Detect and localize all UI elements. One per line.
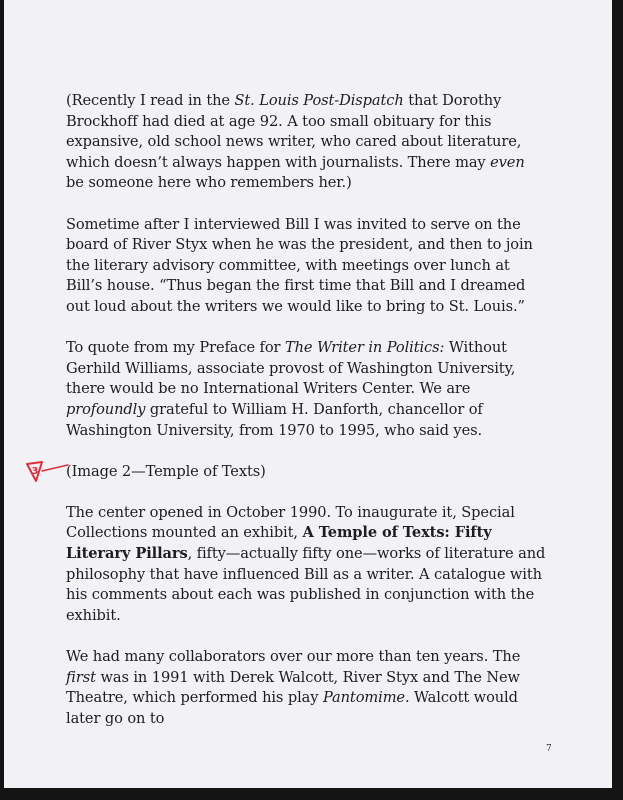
p5-emphasis: first (66, 668, 96, 686)
p4-text-b: , fifty—actually fifty one—works of literature and philosophy that have influenced Bill as a writer. A catalogue with his comments about each was published in conjunction with the exhibit. (66, 545, 546, 624)
page-number: 7 (546, 744, 552, 754)
document-sheet (4, 0, 612, 788)
p3-text-b: Without Gerhild Williams, associate provost of Washington University, there would be no International Writers Center. We are (66, 339, 516, 398)
p3-text-a: To quote from my Preface for (66, 339, 285, 357)
p3-emphasis: profoundly (66, 400, 146, 418)
annotation-number: 3 (31, 466, 39, 477)
p1-newspaper-title: St. Louis Post-Dispatch (234, 92, 404, 109)
handwritten-red-annotation (22, 454, 74, 488)
p4-exhibit-title: A Temple of Texts: Fifty Literary Pillars (66, 524, 492, 563)
p5-play-title: Pantomime. (322, 689, 410, 707)
paragraph-temple-of-texts (66, 503, 546, 627)
body-text (66, 91, 546, 750)
p1-emphasis: even (490, 153, 525, 171)
p5-text-c: Walcott would later go on to (66, 689, 518, 727)
p1-text-a: (Recently I read in the (66, 92, 235, 109)
p3-text-c: grateful to William H. Danforth, chancellor of Washington University, from 1970 to 1995, who said yes. (66, 400, 483, 439)
p1-text-b: that Dorothy Brockhoff had died at age 92. A too small obituary for this expansive, old school news writer, who cared about literature, which doesn’t always happen with journalists. There may (66, 92, 522, 171)
p5-text-a: We had many collaborators over our more than ten years. The (66, 648, 521, 666)
paragraph-collaborators (66, 647, 546, 729)
p5-text-b: was in 1991 with Derek Walcott, River Styx and The New Theatre, which performed his play (66, 668, 520, 707)
p1-text-c: be someone here who remembers her.) (66, 174, 352, 192)
paragraph-river-styx: Sometime after I interviewed Bill I was invited to serve on the board of River Styx when he was the president, and then to join the literary advisory committee, with meetings over lunch at Bill’s house. “Thus began the first time that Bill and I dreamed out loud about the writers we would like to bring to St. Louis.” (66, 215, 533, 315)
paragraph-dorothy-brockhoff (66, 91, 546, 194)
p4-text-a: The center opened in October 1990. To inaugurate it, Special Collections mounted an exhibit, (66, 503, 515, 542)
paragraph-preface-quote (66, 338, 546, 441)
image-placeholder-note: (Image 2—Temple of Texts) (66, 462, 266, 480)
p3-book-title: The Writer in Politics: (284, 339, 445, 357)
